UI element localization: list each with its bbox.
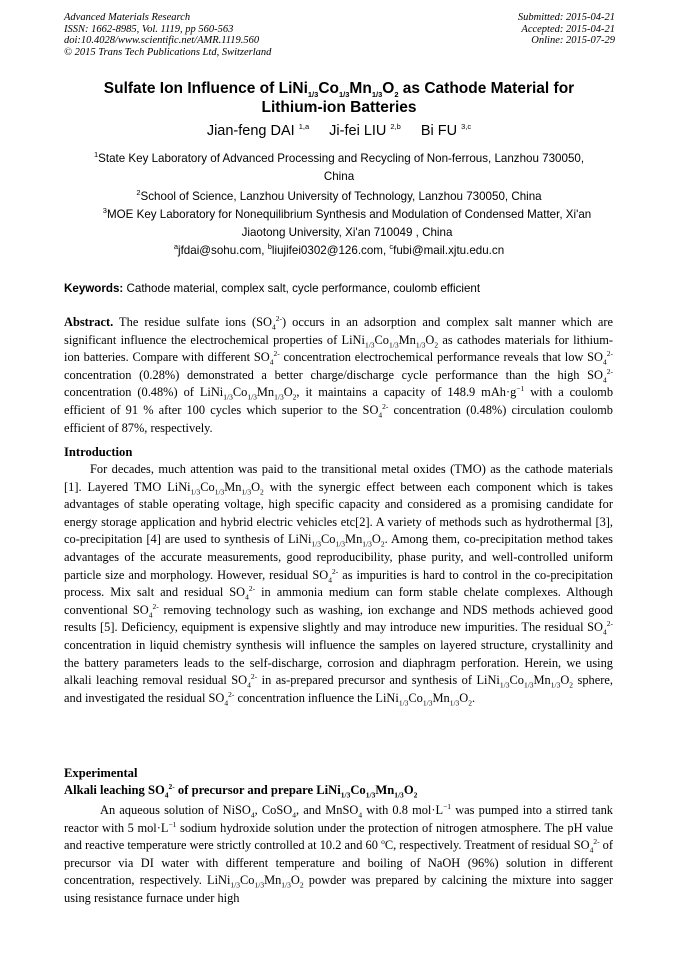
experimental-body: An aqueous solution of NiSO$_4$, CoSO$_4$, and MnSO$_4$ with 0.8 $mol\cdot L^{-1}$ was pumped into a stirred tank reactor with 5 $mol\cdot L^{-1}$ sodium hydroxide solution under the protection of nitrogen atmosphere. The pH value and reactive temperature were strictly controlled at 10.2 and 60 $^o$C, respectively. Treatment of residual $SO_4^{2-}$ of precursor via DI water with different temperature and boiling of NaOH (96%) solution in different concentration, respectively. $LiNi_{1/3}Co_{1/3}Mn_{1/3}O_2$ powder was prepared by calcining the mixture into sagger using resistance furnace under high [64, 801, 614, 905]
affiliation-1: $^1$State Key Laboratory of Advanced Processing and Recycling of Non-ferrous, Lanzhou 730050, China [93, 150, 585, 183]
title-line-1: Sulfate Ion Influence of $LiNi_{1/3}Co_{1/3}Mn_{1/3}O_2$ as Cathode Material for [103, 80, 575, 100]
keywords-label: Keywords: [64, 282, 124, 295]
author-name: Jian-feng DAI $^{1,a}$ [206, 122, 310, 139]
journal-name: Advanced Materials Research [64, 12, 191, 23]
author-emails: $^a$jfdai@sohu.com, $^b$liujifei0302@126.com, $^c$fubi@mail.xjtu.edu.cn [173, 242, 505, 257]
journal-header [64, 12, 271, 58]
doi-line[interactable]: doi:10.4028/www.scientific.net/AMR.1119.560 [64, 35, 260, 47]
author-name: Ji-fei LIU $^{2,b}$ [329, 122, 401, 139]
email-link[interactable]: fubi@mail.xjtu.edu.cn [393, 244, 505, 257]
keywords [64, 282, 616, 295]
submitted-date: Submitted: 2015-04-21 [517, 12, 615, 23]
issn-line: ISSN: 1662-8985, Vol. 1119, pp 560-563 [64, 23, 234, 35]
affiliation-2: $^2$School of Science, Lanzhou University of Technology, Lanzhou 730050, China [136, 188, 542, 203]
abstract: Abstract. The residue sulfate ions $(SO_4^{2-})$ occurs in an adsorption and complex salt manner which are significant influence the electrochemical properties of $LiNi_{1/3}Co_{1/3}Mn_{1/3}O_2$ as cathodes materials for lithium-ion batteries. Compare with different $SO_4^{2-}$ concentration electrochemical performance reveals that low $SO_4^{2-}$ concentration (0.28%) demonstrated a better charge/discharge cycle performance than the high $SO_4^{2-}$ concentration (0.48%) of $LiNi_{1/3}Co_{1/3}Mn_{1/3}O_2$, it maintains a capacity of 148.9 $mAh\cdot g^{-1}$ with a coulomb efficient of 91 % after 100 cycles which superior to the $SO_4^{2-}$ concentration (0.48%) circulation coulomb efficient of 87%, respectively. [64, 313, 614, 435]
introduction-body: For decades, much attention was paid to the transitional metal oxides (TMO) as the cathode materials [1]. Layered TMO $LiNi_{1/3}Co_{1/3}Mn_{1/3}O_2$ with the synergic effect between each component which is takes advantages of stable operating voltage, high specific capacity and considered as a promising candidate for energy storage application and hybrid electric vehicles etc[2]. A variety of methods such as hydrothermal [3], co-precipitation [4] are used to synthesis of $LiNi_{1/3}Co_{1/3}Mn_{1/3}O_2$. Among them, co-precipitation method takes advantages of the accurate measurements, good reproducibility, phase purity, and well-controlled uniform particle size and morphology. However, residual $SO_4^{2-}$ as impurities is hard to control in the co-precipitation process. Mix salt and residual $SO_4^{2-}$ in ammonia medium can form stable chelate complexes. Although conventional $SO_4^{2-}$ removing technology such as washing, ion exchange and NDS methods achieved good results [5]. Deficiency, equipment is expensive slightly and may introduce new impurities. The residual $SO_4^{2-}$ concentration in liquid chemistry synthesis will influence the samples on layered structure, crystallinity and the battery parameters leads to the self-discharge, corrosion and diaphragm perforation. Herein, we using alkali leaching removal residual $SO_4^{2-}$ in as-prepared precursor and synthesis of $LiNi_{1/3}Co_{1/3}Mn_{1/3}O_2$ sphere, and investigated the residual $SO_4^{2-}$ concentration influence the $LiNi_{1/3}Co_{1/3}Mn_{1/3}O_2$. [64, 462, 614, 708]
accepted-date: Accepted: 2015-04-21 [521, 23, 615, 35]
experimental-heading: Experimental [64, 766, 138, 780]
author-list [0, 123, 678, 139]
affiliation-3: $^3$MOE Key Laboratory for Nonequilibrium Synthesis and Modulation of Condensed Matter, Xi'an Jiaotong University, Xi'an 710049 , China [102, 206, 592, 239]
email-link[interactable]: liujifei0302@126.com, [271, 244, 390, 257]
copyright-line: © 2015 Trans Tech Publications Ltd, Switzerland [64, 46, 272, 58]
introduction-heading: Introduction [64, 445, 133, 459]
author-name: Bi FU $^{3,c}$ [420, 122, 472, 139]
abstract-label: Abstract. [64, 315, 114, 329]
paper-title [60, 80, 618, 117]
title-line-2: Lithium-ion Batteries [261, 98, 417, 116]
email-link[interactable]: jfdai@sohu.com, [178, 244, 268, 257]
online-date: Online: 2015-07-29 [531, 35, 615, 47]
keywords-text: Cathode material, complex salt, cycle performance, coulomb efficient [123, 282, 481, 295]
experimental-subheading: Alkali leaching $SO_4^{2-}$ of precursor and prepare $LiNi_{1/3}Co_{1/3}Mn_{1/3}O_2$ [64, 781, 418, 800]
dates-header [518, 12, 615, 47]
